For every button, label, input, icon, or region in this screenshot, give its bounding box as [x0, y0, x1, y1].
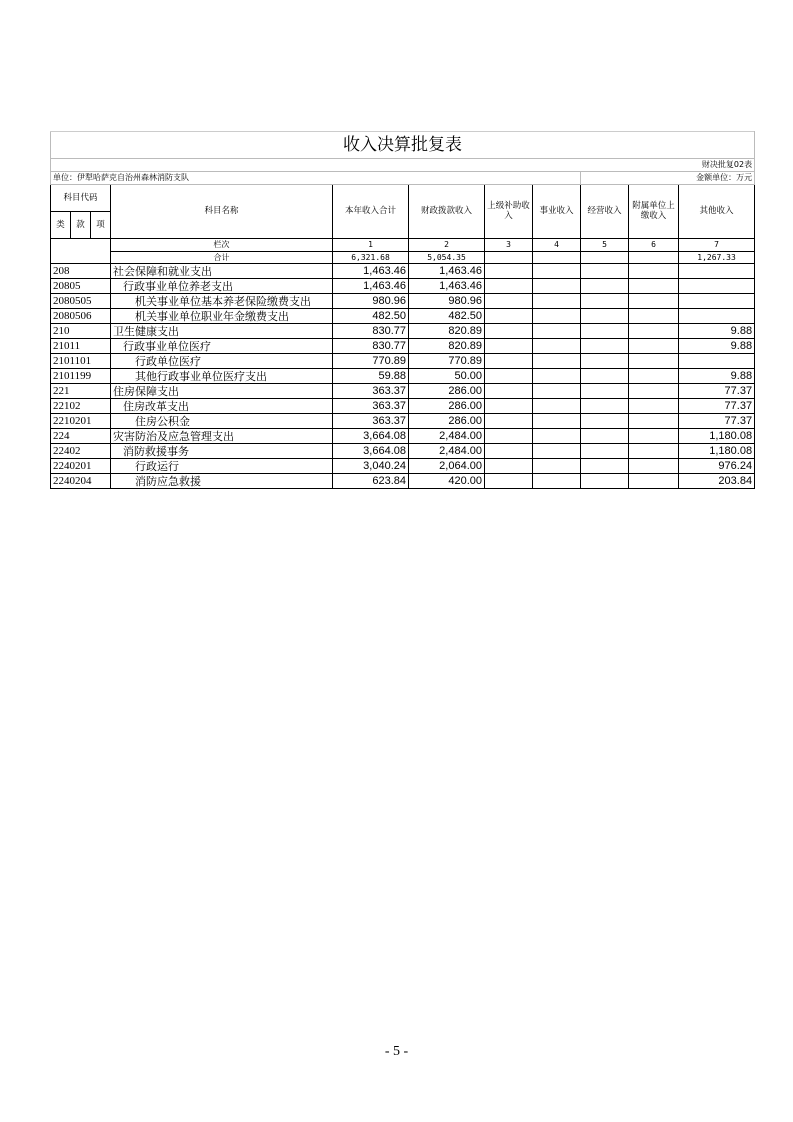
- row-total: 3,040.24: [333, 459, 409, 474]
- col-num-1: 1: [333, 239, 409, 252]
- row-affiliated: [629, 414, 679, 429]
- row-name: 其他行政事业单位医疗支出: [111, 369, 333, 384]
- table-row: [51, 384, 755, 399]
- row-business: [533, 459, 581, 474]
- header-total-income: 本年收入合计: [333, 185, 409, 239]
- row-code: 21011: [51, 339, 111, 354]
- row-superior: [485, 294, 533, 309]
- row-other: [679, 354, 755, 369]
- row-code: 22402: [51, 444, 111, 459]
- row-superior: [485, 339, 533, 354]
- row-fiscal: 286.00: [409, 384, 485, 399]
- page-title: 收入决算批复表: [51, 132, 755, 159]
- row-business: [533, 309, 581, 324]
- unit-label: 单位：伊犁哈萨克自治州森林消防支队: [51, 172, 581, 185]
- row-affiliated: [629, 384, 679, 399]
- row-name: 社会保障和就业支出: [111, 264, 333, 279]
- row-affiliated: [629, 324, 679, 339]
- row-fiscal: 1,463.46: [409, 264, 485, 279]
- table-row: [51, 324, 755, 339]
- row-affiliated: [629, 459, 679, 474]
- row-fiscal: 980.96: [409, 294, 485, 309]
- table-row: [51, 279, 755, 294]
- row-total: 482.50: [333, 309, 409, 324]
- row-other: 1,180.08: [679, 444, 755, 459]
- col-num-2: 2: [409, 239, 485, 252]
- table-row: [51, 309, 755, 324]
- row-total: 980.96: [333, 294, 409, 309]
- row-other: [679, 264, 755, 279]
- table-row: [51, 399, 755, 414]
- row-code: 224: [51, 429, 111, 444]
- row-business: [533, 324, 581, 339]
- row-affiliated: [629, 309, 679, 324]
- row-affiliated: [629, 474, 679, 489]
- row-affiliated: [629, 429, 679, 444]
- row-code: 2101199: [51, 369, 111, 384]
- row-name: 消防救援事务: [111, 444, 333, 459]
- row-business: [533, 264, 581, 279]
- money-unit-label: 金额单位：万元: [581, 172, 755, 185]
- row-name: 行政事业单位养老支出: [111, 279, 333, 294]
- row-other: 976.24: [679, 459, 755, 474]
- row-business: [533, 399, 581, 414]
- totals-total: 6,321.68: [333, 252, 409, 264]
- row-name: 行政事业单位医疗: [111, 339, 333, 354]
- row-superior: [485, 324, 533, 339]
- header-lei: 类: [51, 212, 71, 239]
- row-fiscal: 286.00: [409, 414, 485, 429]
- table-row: [51, 444, 755, 459]
- table-body: [51, 264, 755, 489]
- row-name: 卫生健康支出: [111, 324, 333, 339]
- row-code: 2240201: [51, 459, 111, 474]
- row-fiscal: 420.00: [409, 474, 485, 489]
- row-business: [533, 369, 581, 384]
- row-name: 住房保障支出: [111, 384, 333, 399]
- row-business: [533, 429, 581, 444]
- row-fiscal: 2,064.00: [409, 459, 485, 474]
- row-operating: [581, 264, 629, 279]
- col-num-4: 4: [533, 239, 581, 252]
- row-total: 363.37: [333, 414, 409, 429]
- row-code: 2101101: [51, 354, 111, 369]
- header-fiscal-income: 财政拨款收入: [409, 185, 485, 239]
- row-code: 2210201: [51, 414, 111, 429]
- table-row: [51, 474, 755, 489]
- row-affiliated: [629, 369, 679, 384]
- row-total: 3,664.08: [333, 429, 409, 444]
- row-business: [533, 414, 581, 429]
- header-business-income: 事业收入: [533, 185, 581, 239]
- row-name: 灾害防治及应急管理支出: [111, 429, 333, 444]
- row-other: 1,180.08: [679, 429, 755, 444]
- row-total: 363.37: [333, 384, 409, 399]
- row-superior: [485, 309, 533, 324]
- row-code: 2240204: [51, 474, 111, 489]
- row-superior: [485, 354, 533, 369]
- row-business: [533, 444, 581, 459]
- row-code: 22102: [51, 399, 111, 414]
- table-row: [51, 354, 755, 369]
- row-superior: [485, 384, 533, 399]
- col-num-6: 6: [629, 239, 679, 252]
- row-operating: [581, 399, 629, 414]
- income-final-accounts-sheet: [50, 131, 754, 489]
- row-total: 1,463.46: [333, 279, 409, 294]
- row-operating: [581, 459, 629, 474]
- row-total: 363.37: [333, 399, 409, 414]
- row-superior: [485, 429, 533, 444]
- header-operating-income: 经营收入: [581, 185, 629, 239]
- row-total: 59.88: [333, 369, 409, 384]
- table-row: [51, 339, 755, 354]
- row-other: 9.88: [679, 369, 755, 384]
- row-operating: [581, 279, 629, 294]
- totals-superior: [485, 252, 533, 264]
- row-code: 208: [51, 264, 111, 279]
- row-affiliated: [629, 294, 679, 309]
- row-superior: [485, 459, 533, 474]
- row-business: [533, 294, 581, 309]
- row-superior: [485, 279, 533, 294]
- row-superior: [485, 264, 533, 279]
- lanci-label: 栏次: [111, 239, 333, 252]
- table-row: [51, 264, 755, 279]
- row-fiscal: 2,484.00: [409, 429, 485, 444]
- row-fiscal: 50.00: [409, 369, 485, 384]
- header-affiliated-income: 附属单位上缴收入: [629, 185, 679, 239]
- row-other: 9.88: [679, 324, 755, 339]
- row-name: 住房改革支出: [111, 399, 333, 414]
- row-operating: [581, 414, 629, 429]
- row-code: 2080505: [51, 294, 111, 309]
- row-operating: [581, 354, 629, 369]
- row-operating: [581, 444, 629, 459]
- row-other: 77.37: [679, 384, 755, 399]
- page-number: - 5 -: [384, 1044, 409, 1059]
- row-name: 机关事业单位职业年金缴费支出: [111, 309, 333, 324]
- row-superior: [485, 399, 533, 414]
- header-other-income: 其他收入: [679, 185, 755, 239]
- row-total: 830.77: [333, 324, 409, 339]
- row-affiliated: [629, 399, 679, 414]
- totals-business: [533, 252, 581, 264]
- totals-other: 1,267.33: [679, 252, 755, 264]
- totals-fiscal: 5,054.35: [409, 252, 485, 264]
- header-subject-code: 科目代码: [51, 185, 111, 212]
- row-total: 623.84: [333, 474, 409, 489]
- row-name: 消防应急救援: [111, 474, 333, 489]
- row-code: 221: [51, 384, 111, 399]
- row-name: 住房公积金: [111, 414, 333, 429]
- row-fiscal: 1,463.46: [409, 279, 485, 294]
- col-num-5: 5: [581, 239, 629, 252]
- row-code: 20805: [51, 279, 111, 294]
- header-subject-name: 科目名称: [111, 185, 333, 239]
- row-name: 机关事业单位基本养老保险缴费支出: [111, 294, 333, 309]
- row-business: [533, 474, 581, 489]
- row-superior: [485, 414, 533, 429]
- row-total: 770.89: [333, 354, 409, 369]
- row-fiscal: 770.89: [409, 354, 485, 369]
- row-fiscal: 820.89: [409, 324, 485, 339]
- row-code: 210: [51, 324, 111, 339]
- row-superior: [485, 474, 533, 489]
- form-number: 财决批复02表: [51, 159, 755, 172]
- header-kuan: 款: [71, 212, 91, 239]
- row-other: 77.37: [679, 414, 755, 429]
- row-fiscal: 286.00: [409, 399, 485, 414]
- row-name: 行政单位医疗: [111, 354, 333, 369]
- row-other: 203.84: [679, 474, 755, 489]
- table-row: [51, 459, 755, 474]
- row-business: [533, 339, 581, 354]
- row-code: 2080506: [51, 309, 111, 324]
- row-fiscal: 482.50: [409, 309, 485, 324]
- row-operating: [581, 309, 629, 324]
- row-business: [533, 384, 581, 399]
- income-table: [50, 131, 755, 489]
- row-total: 1,463.46: [333, 264, 409, 279]
- row-superior: [485, 444, 533, 459]
- row-total: 830.77: [333, 339, 409, 354]
- row-affiliated: [629, 264, 679, 279]
- row-operating: [581, 429, 629, 444]
- row-fiscal: 820.89: [409, 339, 485, 354]
- row-affiliated: [629, 444, 679, 459]
- totals-affiliated: [629, 252, 679, 264]
- row-other: 77.37: [679, 399, 755, 414]
- row-superior: [485, 369, 533, 384]
- row-affiliated: [629, 279, 679, 294]
- code-blank-cell: [51, 239, 111, 264]
- row-operating: [581, 339, 629, 354]
- row-affiliated: [629, 339, 679, 354]
- table-row: [51, 429, 755, 444]
- row-operating: [581, 369, 629, 384]
- row-name: 行政运行: [111, 459, 333, 474]
- totals-operating: [581, 252, 629, 264]
- col-num-7: 7: [679, 239, 755, 252]
- row-affiliated: [629, 354, 679, 369]
- row-operating: [581, 474, 629, 489]
- row-total: 3,664.08: [333, 444, 409, 459]
- row-business: [533, 354, 581, 369]
- row-operating: [581, 384, 629, 399]
- row-other: [679, 279, 755, 294]
- row-operating: [581, 324, 629, 339]
- row-other: [679, 309, 755, 324]
- row-fiscal: 2,484.00: [409, 444, 485, 459]
- header-superior-subsidy: 上级补助收入: [485, 185, 533, 239]
- col-num-3: 3: [485, 239, 533, 252]
- table-row: [51, 294, 755, 309]
- header-xiang: 项: [91, 212, 111, 239]
- row-other: 9.88: [679, 339, 755, 354]
- row-operating: [581, 294, 629, 309]
- table-row: [51, 414, 755, 429]
- totals-label: 合计: [111, 252, 333, 264]
- table-row: [51, 369, 755, 384]
- row-business: [533, 279, 581, 294]
- row-other: [679, 294, 755, 309]
